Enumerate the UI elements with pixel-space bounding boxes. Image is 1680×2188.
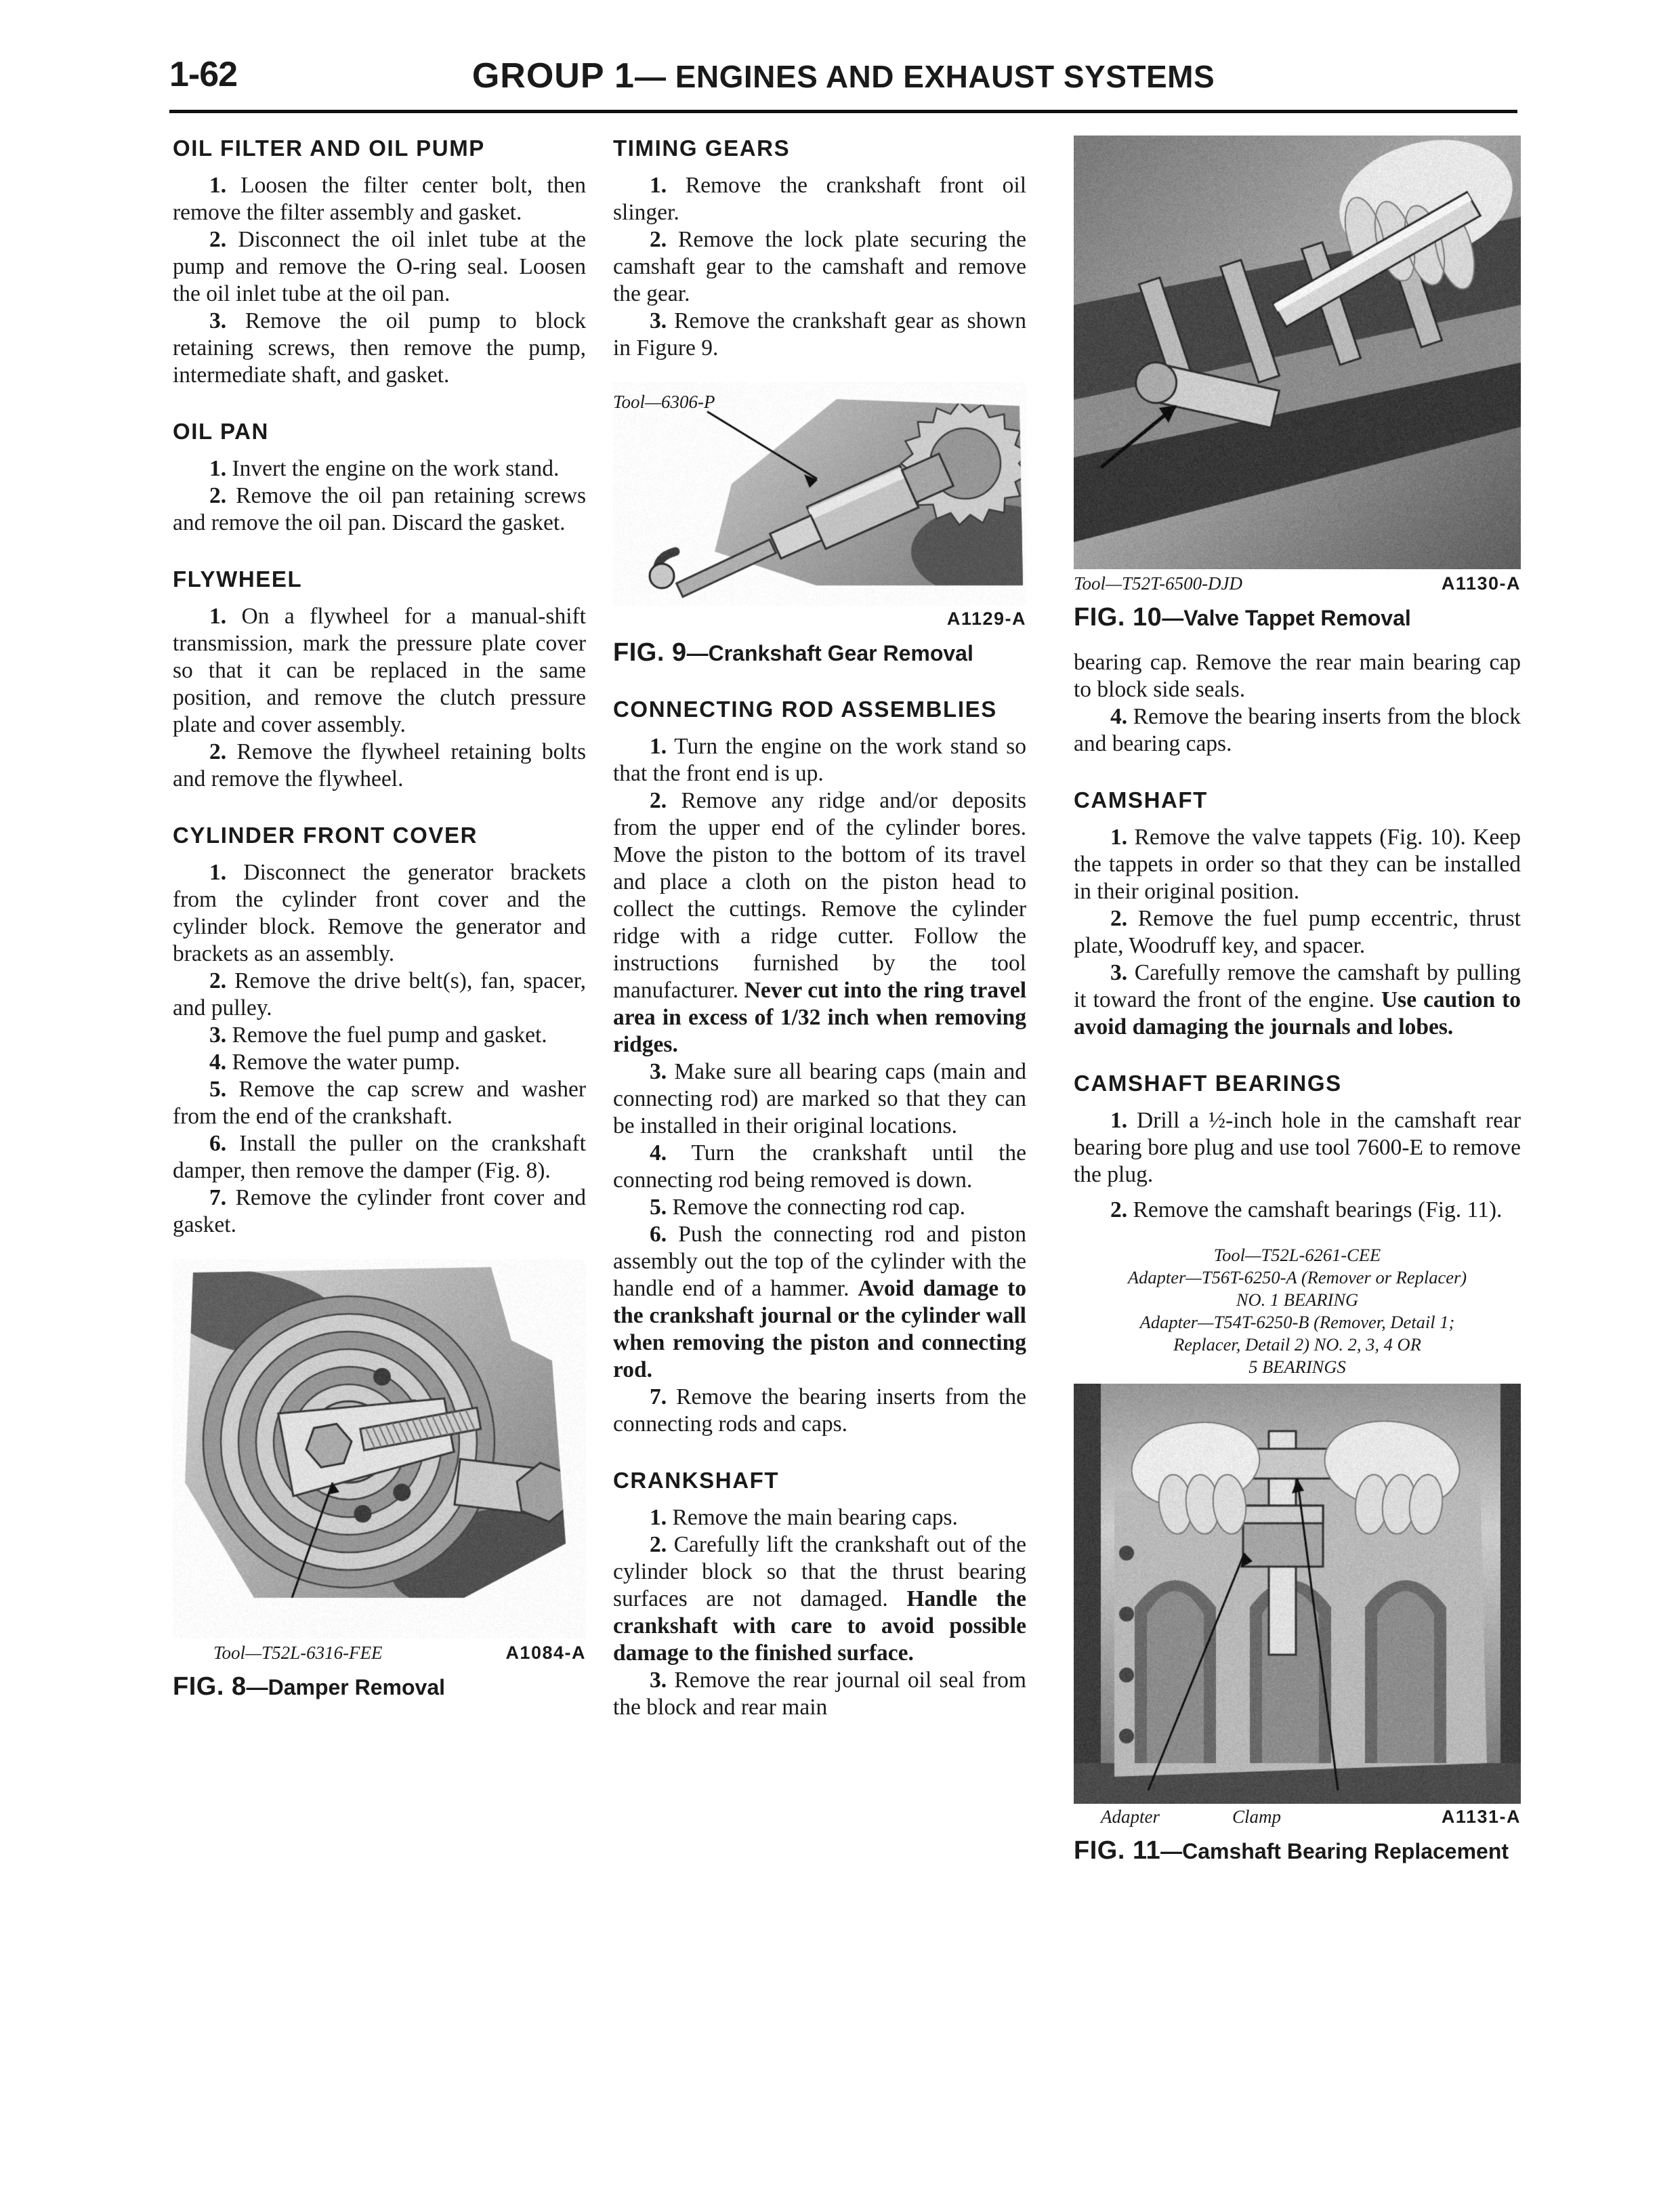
paragraph: 5. Remove the connecting rod cap. <box>650 1195 966 1220</box>
heading-oil-pan: OIL PAN <box>173 419 269 444</box>
paragraph: 3. Remove the rear journal oil seal from the block and rear main <box>613 1668 1026 1720</box>
column-right <box>1074 136 1521 1865</box>
header-title-rest: — ENGINES AND EXHAUST SYSTEMS <box>634 59 1215 94</box>
paragraph: 2. Remove the flywheel retaining bolts and remove the flywheel. <box>173 739 586 791</box>
figure-10-number: FIG. 10 <box>1074 603 1162 632</box>
paragraph: 5. Remove the cap screw and washer from the end of the crankshaft. <box>173 1077 586 1129</box>
page-number: 1-62 <box>169 55 238 94</box>
figure-10 <box>1074 136 1521 632</box>
paragraph: 3. Carefully remove the camshaft by pulling it toward the front of the engine. Use caution to avoid damaging the journals and lobes. <box>1074 960 1521 1039</box>
figure-10-photo <box>1074 136 1521 569</box>
paragraph: 3. Make sure all bearing caps (main and connecting rod) are marked so that they can be installed in their original locations. <box>613 1059 1026 1138</box>
figure-11-tool-line: Tool—T52L-6261-CEE <box>1213 1245 1381 1265</box>
heading-oil-filter-and-oil-pump: OIL FILTER AND OIL PUMP <box>173 136 485 161</box>
paragraph: 6. Install the puller on the crankshaft damper, then remove the damper (Fig. 8). <box>173 1131 586 1183</box>
figure-10-caption <box>1074 604 1521 632</box>
figure-11-photo <box>1074 1384 1521 1804</box>
figure-8-photo-id: A1084-A <box>505 1643 586 1663</box>
paragraph: 3. Remove the oil pump to block retaining screws, then remove the pump, intermediate shaft, and gasket. <box>173 308 586 388</box>
paragraph: 1. On a flywheel for a manual-shift transmission, mark the pressure plate cover so that it can be replaced in the same position, and remove the clutch pressure plate and cover assembly. <box>173 604 586 737</box>
paragraph: 2. Remove the fuel pump eccentric, thrust plate, Woodruff key, and spacer. <box>1074 906 1521 958</box>
paragraph: 7. Remove the cylinder front cover and gasket. <box>173 1185 586 1237</box>
heading-crankshaft: CRANKSHAFT <box>613 1468 780 1493</box>
column-left <box>173 136 586 1701</box>
figure-9-tool-label: Tool—6306-P <box>613 392 715 412</box>
paragraph: 2. Remove the oil pan retaining screws and remove the oil pan. Discard the gasket. <box>173 483 586 535</box>
heading-flywheel: FLYWHEEL <box>173 566 303 592</box>
figure-8-caption-text: —Damper Removal <box>246 1675 446 1699</box>
figure-11-caption-text: —Camshaft Bearing Replacement <box>1160 1839 1509 1863</box>
paragraph: 4. Remove the water pump. <box>209 1050 461 1075</box>
header-divider <box>169 110 1517 113</box>
paragraph: 4. Remove the bearing inserts from the block and bearing caps. <box>1074 704 1521 756</box>
page-header <box>169 47 1517 108</box>
figure-11-label-clamp: Clamp <box>1232 1807 1281 1827</box>
figure-11-tool-line: Replacer, Detail 2) NO. 2, 3, 4 OR <box>1173 1334 1421 1355</box>
figure-11-tool-line: 5 BEARINGS <box>1248 1357 1346 1377</box>
paragraph: 1. Turn the engine on the work stand so that the front end is up. <box>613 734 1026 786</box>
paragraph: 1. Remove the valve tappets (Fig. 10). Keep the tappets in order so that they can be installed in their original position. <box>1074 825 1521 904</box>
heading-connecting-rod-assemblies: CONNECTING ROD ASSEMBLIES <box>613 697 997 722</box>
paragraph: bearing cap. Remove the rear main bearing cap to block side seals. <box>1074 650 1521 702</box>
paragraph: 2. Remove the drive belt(s), fan, spacer, and pulley. <box>173 968 586 1020</box>
paragraph: 3. Remove the fuel pump and gasket. <box>209 1023 547 1048</box>
figure-10-caption-text: —Valve Tappet Removal <box>1162 606 1411 630</box>
paragraph: 7. Remove the bearing inserts from the connecting rods and caps. <box>613 1384 1026 1437</box>
paragraph: 1. Remove the crankshaft front oil slinger. <box>613 173 1026 225</box>
figure-11-tool-line: Adapter—T54T-6250-B (Remover, Detail 1; <box>1139 1312 1455 1332</box>
paragraph: 3. Remove the crankshaft gear as shown in Figure 9. <box>613 308 1026 360</box>
figure-11-number: FIG. 11 <box>1074 1836 1161 1865</box>
figure-8-photo <box>173 1259 586 1638</box>
heading-camshaft: CAMSHAFT <box>1074 787 1208 812</box>
paragraph: 1. Drill a ½-inch hole in the camshaft rear bearing bore plug and use tool 7600-E to remove the plug. <box>1074 1108 1521 1187</box>
figure-11 <box>1074 1244 1521 1865</box>
figure-9-photo-id: A1129-A <box>946 608 1026 629</box>
paragraph: 1. Remove the main bearing caps. <box>650 1505 958 1530</box>
figure-9-photo <box>613 382 1026 606</box>
heading-timing-gears: TIMING GEARS <box>613 136 791 161</box>
figure-11-tool-line: Adapter—T56T-6250-A (Remover or Replacer) <box>1127 1267 1467 1287</box>
paragraph: 2. Disconnect the oil inlet tube at the pump and remove the O-ring seal. Loosen the oil inlet tube at the oil pan. <box>173 227 586 306</box>
figure-9 <box>613 382 1026 667</box>
figure-11-caption <box>1074 1837 1521 1865</box>
figure-11-label-adapter: Adapter <box>1101 1807 1160 1827</box>
page-title <box>169 56 1517 96</box>
paragraph: 2. Remove the lock plate securing the camshaft gear to the camshaft and remove the gear. <box>613 227 1026 306</box>
figure-9-number: FIG. 9 <box>613 638 687 667</box>
figure-10-tool-label: Tool—T52T-6500-DJD <box>1074 573 1243 594</box>
figure-11-tool-block <box>1074 1244 1521 1378</box>
figure-11-tool-line: NO. 1 BEARING <box>1236 1289 1359 1310</box>
figure-9-caption <box>613 639 1026 667</box>
figure-11-photo-id: A1131-A <box>1441 1807 1521 1827</box>
paragraph: 1. Disconnect the generator brackets from the cylinder front cover and the cylinder block. Remove the generator and brackets as an assembly. <box>173 860 586 966</box>
paragraph: 1. Loosen the filter center bolt, then remove the filter assembly and gasket. <box>173 173 586 225</box>
figure-8-number: FIG. 8 <box>173 1672 247 1701</box>
heading-cylinder-front-cover: CYLINDER FRONT COVER <box>173 823 478 848</box>
figure-10-photo-id: A1130-A <box>1441 573 1521 594</box>
figure-9-caption-text: —Crankshaft Gear Removal <box>686 641 973 665</box>
figure-8-tool-label: Tool—T52L-6316-FEE <box>213 1643 383 1663</box>
paragraph: 2. Remove any ridge and/or deposits from the upper end of the cylinder bores. Move the piston to the bottom of its travel and place a cloth on the piston head to collect the cuttings. Remove the cylinder ridge with a ridge cutter. Follow the instructions furnished by the tool manufacturer. Never cut into the ring travel area in excess of 1/32 inch when removing ridges. <box>613 788 1027 1057</box>
figure-8 <box>173 1259 586 1701</box>
paragraph: 6. Push the connecting rod and piston assembly out the top of the cylinder with the handle end of a hammer. Avoid damage to the crankshaft journal or the cylinder wall when removing the piston and connecting rod. <box>613 1222 1026 1382</box>
header-group-label: GROUP 1 <box>471 56 635 96</box>
paragraph: 2. Carefully lift the crankshaft out of the cylinder block so that the thrust bearing surfaces are not damaged. Handle the crankshaft with care to avoid possible damage to the finished surface. <box>613 1532 1026 1666</box>
heading-camshaft-bearings: CAMSHAFT BEARINGS <box>1074 1071 1342 1096</box>
paragraph: 4. Turn the crankshaft until the connecting rod being removed is down. <box>613 1140 1026 1193</box>
column-center <box>613 136 1026 1721</box>
paragraph: 1. Invert the engine on the work stand. <box>209 456 560 481</box>
figure-8-caption <box>173 1673 586 1701</box>
paragraph: 2. Remove the camshaft bearings (Fig. 11). <box>1110 1197 1503 1222</box>
